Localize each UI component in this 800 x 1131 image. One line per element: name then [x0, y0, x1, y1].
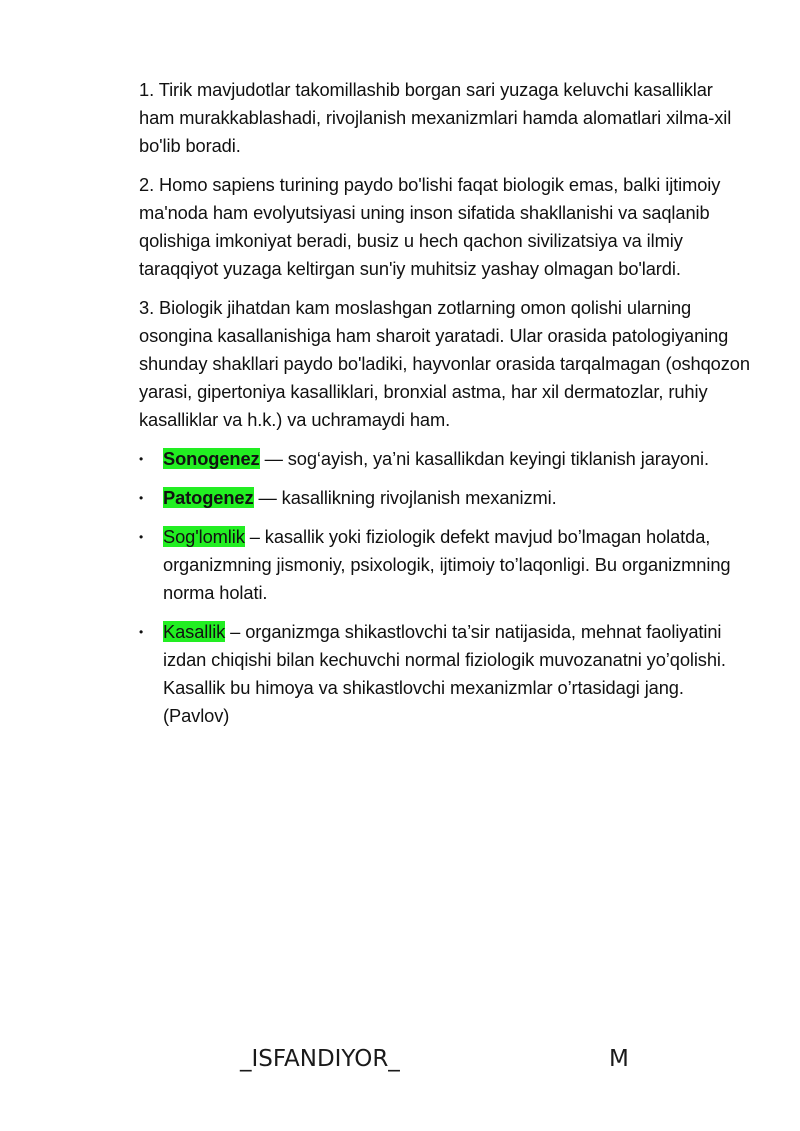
term-kasallik: Kasallik	[163, 621, 226, 642]
term-sonogenez: Sonogenez	[163, 448, 260, 469]
definition-soglomlik	[139, 523, 751, 607]
paragraph-3: 3. Biologik jihatdan kam moslashgan zotlarning omon qolishi ularning osongina kasallanishiga ham sharoit yaratadi. Ular orasida patologiyaning shunday shakllari paydo bo'ladiki, hayvonlar orasida tarqalmagan (oshqozon yarasi, gipertoniya kasalliklari, bronxial astma, har xil dermatozlar, ruhiy kasalliklar va h.k.) va uchramaydi ham.	[139, 297, 750, 430]
page-footer	[0, 1046, 800, 1086]
paragraph-1: 1. Tirik mavjudotlar takomillashib borgan sari yuzaga keluvchi kasalliklar ham murakkablashadi, rivojlanish mexanizmlari hamda alomatlari xilma-xil bo'lib boradi.	[139, 79, 732, 156]
bullet-icon: •	[139, 452, 144, 466]
footer-mark: M	[609, 1046, 629, 1072]
bullet-icon: •	[139, 491, 144, 505]
definition-text: – kasallik yoki fiziologik defekt mavjud bo’lmagan holatda, organizmning jismoniy, psixologik, ijtimoiy to’laqonligi. Bu organizmning norma holati.	[163, 526, 731, 603]
definition-text: – organizmga shikastlovchi ta’sir natijasida, mehnat faoliyatini izdan chiqishi bilan kechuvchi normal fiziologik muvozanatni yo’qolishi. Kasallik bu himoya va shikastlovchi mexanizmlar o’rtasidagi jang. (Pavlov)	[163, 621, 726, 726]
definition-text: — kasallikning rivojlanish mexanizmi.	[253, 487, 557, 508]
document-body	[139, 76, 751, 741]
definition-sonogenez	[139, 445, 751, 473]
term-soglomlik: Sog'lomlik	[163, 526, 245, 547]
term-patogenez: Patogenez	[163, 487, 254, 508]
definition-kasallik	[139, 618, 751, 730]
definition-list	[139, 445, 751, 730]
definition-patogenez	[139, 484, 751, 512]
bullet-icon: •	[139, 625, 144, 639]
definition-text: — sog‘ayish, ya’ni kasallikdan keyingi tiklanish jarayoni.	[259, 448, 709, 469]
paragraph-2: 2. Homo sapiens turining paydo bo'lishi faqat biologik emas, balki ijtimoiy ma'noda ham evolyutsiyasi uning inson sifatida shakllanishi va saqlanib qolishiga imkoniyat beradi, busiz u hech qachon sivilizatsiya va ilmiy taraqqiyot yuzaga keltirgan sun'iy muhitsiz yashay olmagan bo'lardi.	[139, 174, 721, 279]
footer-author: _ISFANDIYOR_	[240, 1046, 400, 1072]
bullet-icon: •	[139, 530, 144, 544]
